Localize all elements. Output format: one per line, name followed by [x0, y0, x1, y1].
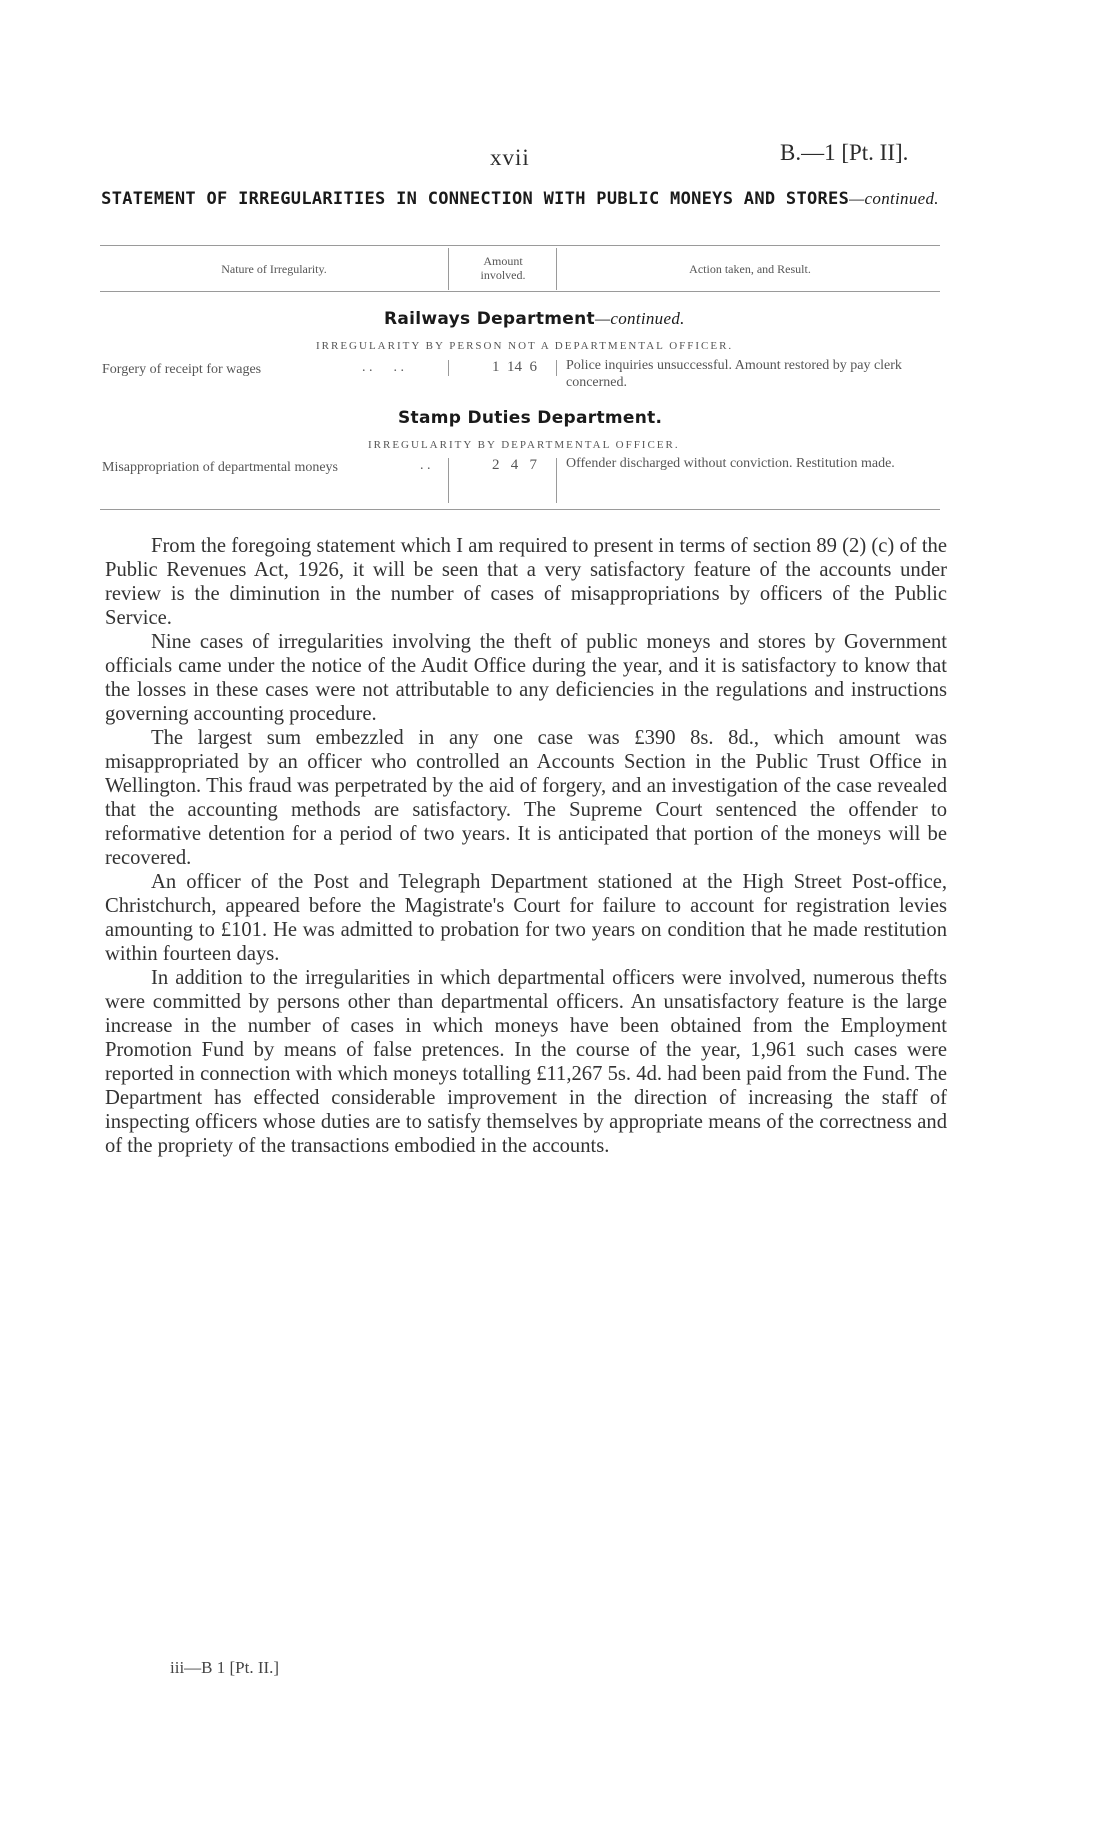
row-divider-2 — [556, 458, 557, 503]
row-divider-2 — [556, 360, 557, 376]
row-amount: 1 14 6 — [492, 359, 537, 375]
body-paragraph: An officer of the Post and Telegraph Department stationed at the High Street Post-office, Christchurch, appeared before the Magistrate's Court for failure to account for registration levies amounting to £101. He was admitted to probation for two years on condition that he made restitution within fourteen days. — [105, 871, 947, 965]
table-header-rule — [100, 291, 940, 292]
department-suffix: —continued. — [594, 309, 685, 328]
row-nature: Forgery of receipt for wages — [102, 362, 262, 377]
statement-title — [100, 188, 940, 210]
row-action: Offender discharged without conviction. Restitution made. — [566, 456, 895, 471]
document-reference: B.—1 [Pt. II]. — [780, 140, 909, 165]
row-divider-1 — [448, 458, 449, 503]
row-amount: 2 4 7 — [492, 457, 537, 473]
table-bottom-rule — [100, 509, 940, 510]
department-name: Stamp Duties Department. — [398, 408, 663, 428]
body-paragraph: Nine cases of irregularities involving the theft of public moneys and stores by Government officials came under the notice of the Audit Office during the year, and it is satisfactory to know that the losses in these cases were not attributable to any deficiencies in the regulations and instructions governing accounting procedure. — [105, 631, 947, 725]
header-action: Action taken, and Result. — [689, 262, 811, 276]
header-divider-2 — [556, 248, 557, 290]
header-amount: Amount involved. — [480, 254, 526, 282]
statement-title-suffix: —continued. — [849, 189, 939, 208]
statement-title-main: STATEMENT OF IRREGULARITIES IN CONNECTION WITH PUBLIC MONEYS AND STORES — [101, 189, 850, 209]
body-paragraph: The largest sum embezzled in any one case was £390 8s. 8d., which amount was misappropriated by an officer who controlled an Accounts Section in the Public Trust Office in Wellington. This fraud was perpetrated by the aid of forgery, and an investigation of the case revealed that the accounting methods are satisfactory. The Supreme Court sentenced the offender to reformative detention for a period of two years. It is anticipated that portion of the moneys will be recovered. — [105, 727, 947, 869]
printer-signature: iii—B 1 [Pt. II.] — [170, 1658, 280, 1677]
section-subheading: IRREGULARITY BY PERSON NOT A DEPARTMENTAL OFFICER. — [316, 340, 734, 352]
header-nature: Nature of Irregularity. — [221, 262, 327, 276]
table-top-rule — [100, 245, 940, 246]
page-number: xvii — [490, 145, 530, 170]
body-paragraph: In addition to the irregularities in which departmental officers were involved, numerous thefts were committed by persons other than departmental officers. An unsatisfactory feature is the large increase in the number of cases in which moneys have been obtained from the Employment Promotion Fund by means of false pretences. In the course of the year, 1,961 such cases were reported in connection with which moneys totalling £11,267 5s. 4d. had been paid from the Fund. The Department has effected considerable improvement in the direction of increasing the staff of inspecting officers whose duties are to satisfy themselves by appropriate means of the correctness and of the propriety of the transactions embodied in the accounts. — [105, 967, 947, 1157]
row-leader: . . — [420, 458, 431, 473]
report-body — [105, 534, 947, 1158]
section-subheading: IRREGULARITY BY DEPARTMENTAL OFFICER. — [368, 439, 680, 451]
body-paragraph: From the foregoing statement which I am required to present in terms of section 89 (2) (c) of the Public Revenues Act, 1926, it will be seen that a very satisfactory feature of the accounts under review is the diminution in the number of cases of misappropriations by officers of the Public Service. — [105, 535, 947, 629]
row-divider-1 — [448, 360, 449, 376]
row-nature: Misappropriation of departmental moneys — [102, 460, 338, 475]
row-leader: . . . . — [362, 360, 404, 375]
header-divider-1 — [448, 248, 449, 290]
section-department — [398, 408, 662, 428]
section-department — [384, 309, 685, 329]
department-name: Railways Department — [384, 309, 595, 329]
row-action: Police inquiries unsuccessful. Amount restored by pay clerk concerned. — [566, 358, 902, 390]
